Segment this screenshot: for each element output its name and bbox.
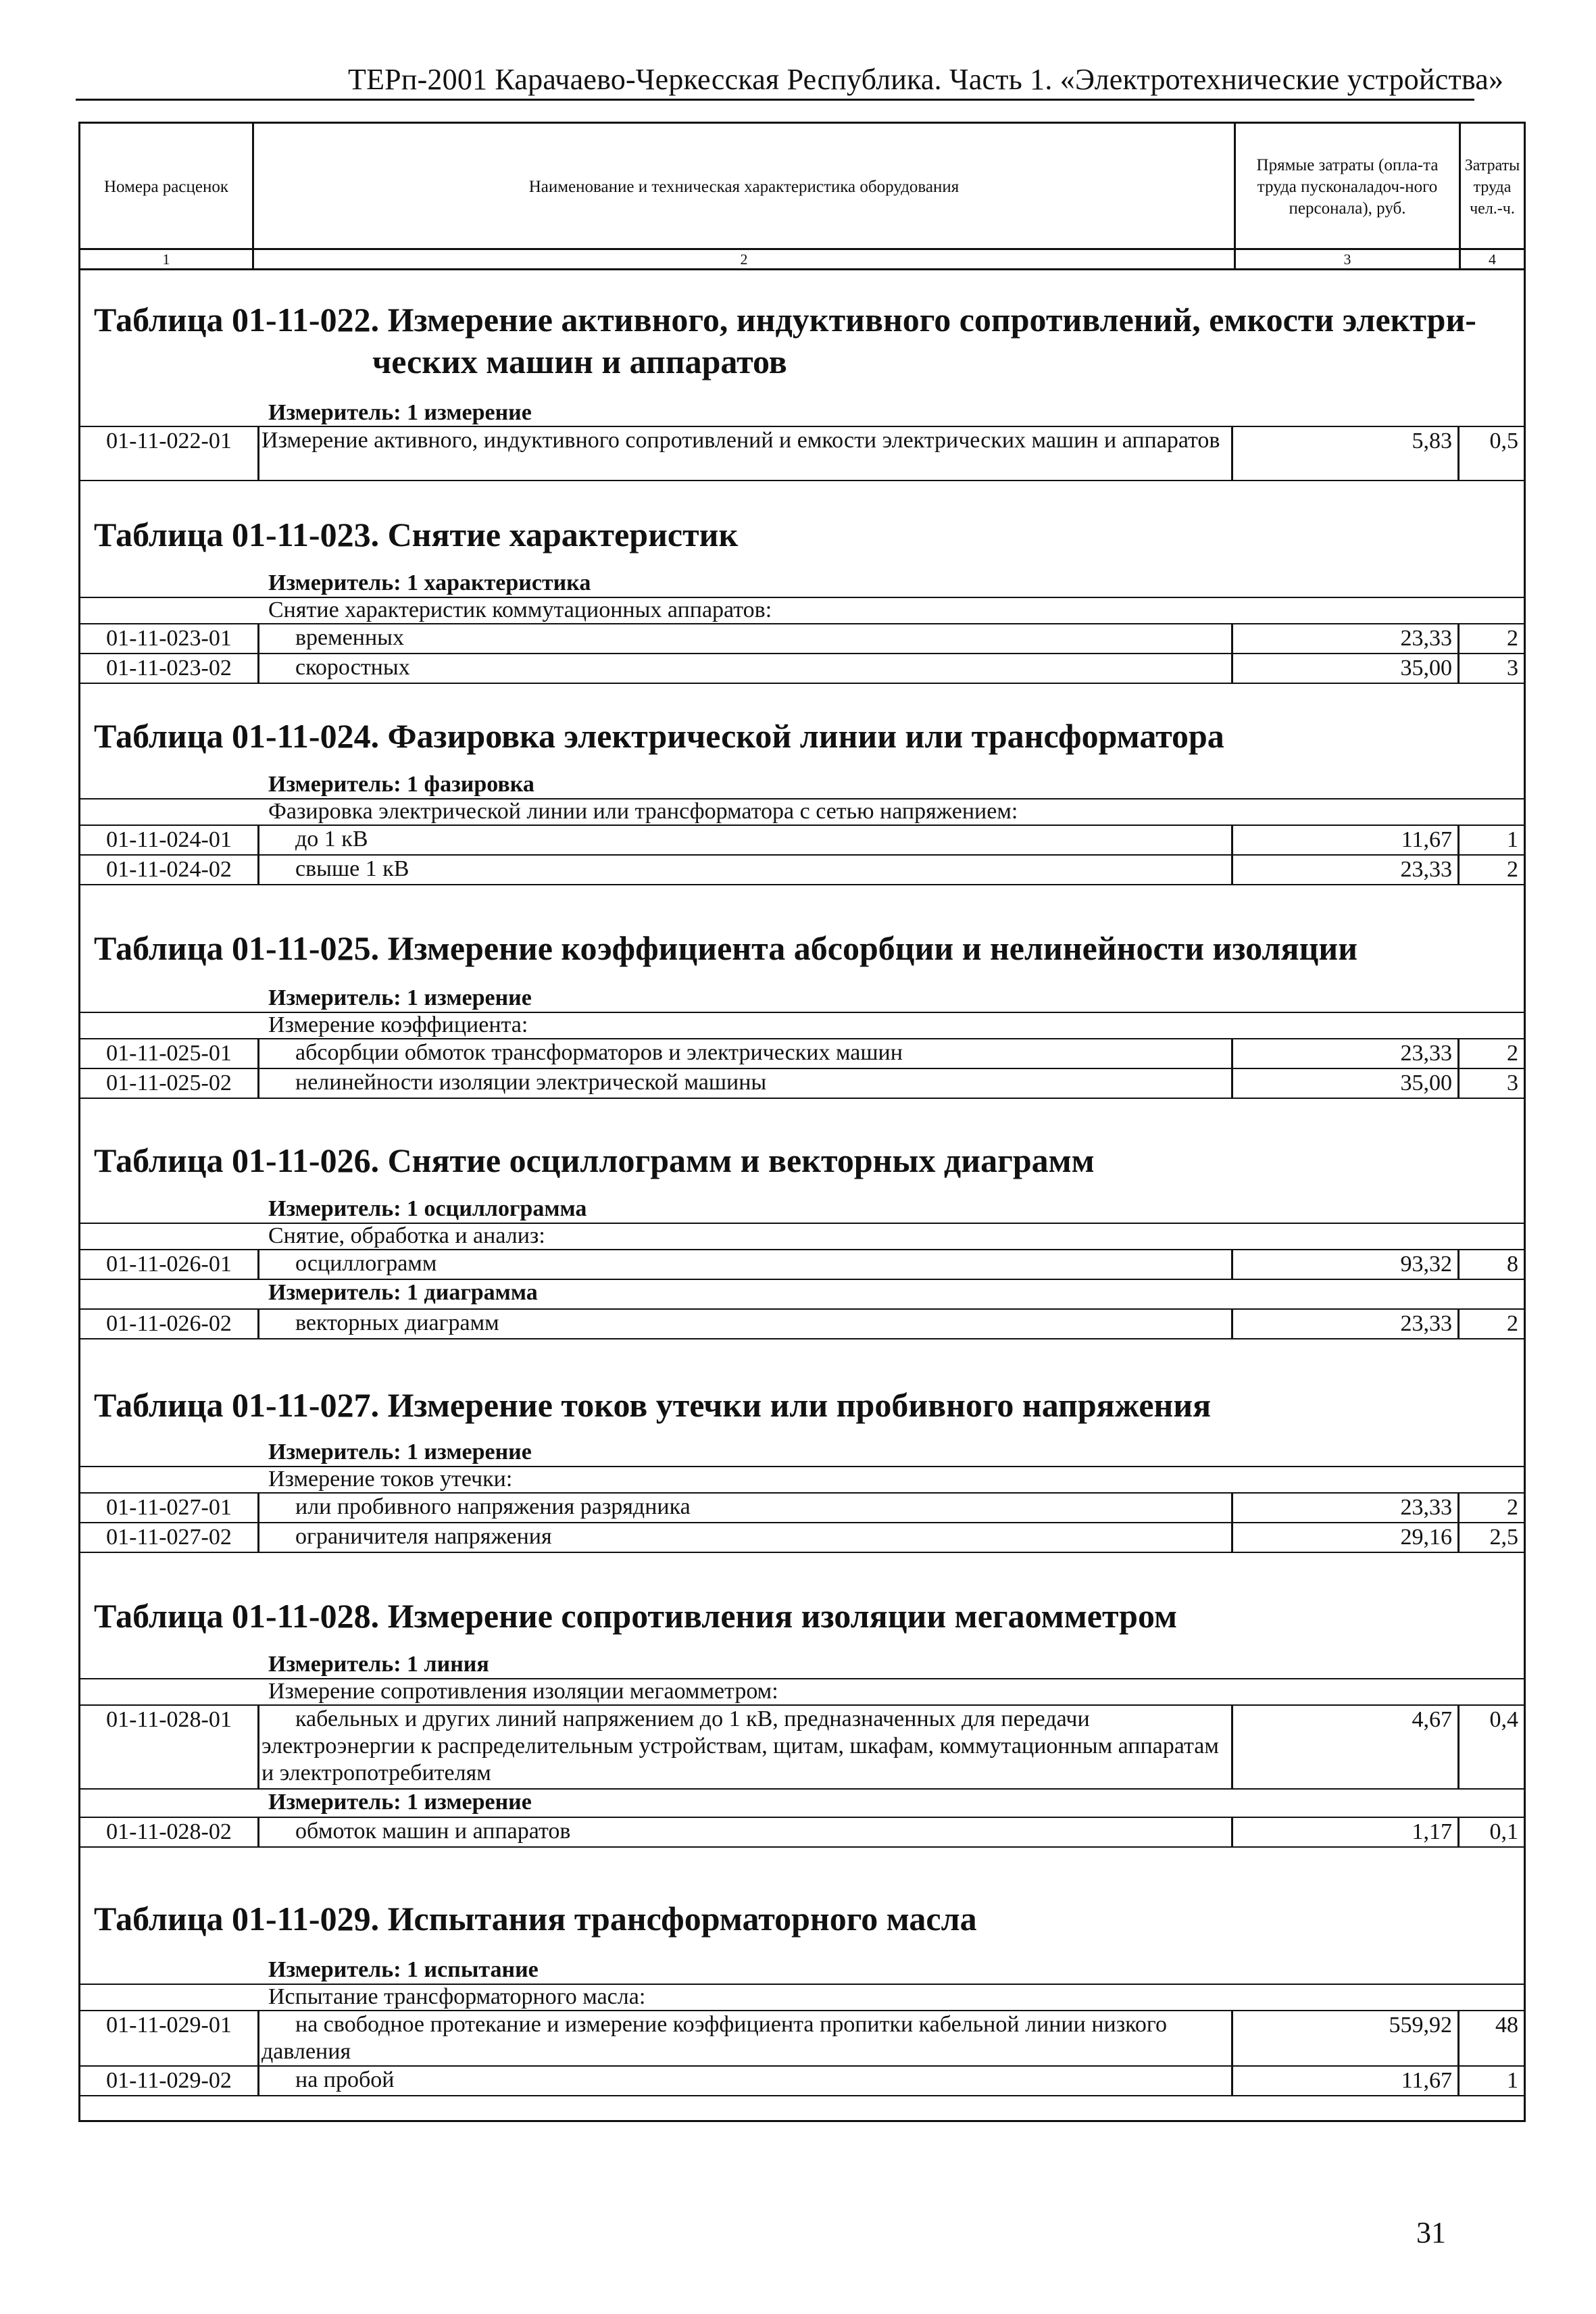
direct-cost: 35,00 <box>1400 656 1452 681</box>
col-header-cost: Прямые затраты (опла-та труда пусконаладоч-ного персонала), руб. <box>1256 155 1439 218</box>
table-row <box>80 1068 1524 1099</box>
labor-cost: 0,5 <box>1489 428 1518 453</box>
rate-description: нелинейности изоляции электрической машины <box>295 1070 767 1095</box>
rate-code: 01-11-025-02 <box>106 1070 232 1096</box>
subsection-label: Снятие, обработка и анализ: <box>268 1223 545 1248</box>
table-row <box>80 1522 1524 1553</box>
table-title-029: Таблица 01-11-029. Испытания трансформаторного масла <box>94 1900 977 1938</box>
divider <box>257 1310 259 1338</box>
table-row <box>80 1492 1524 1523</box>
table-row <box>80 2065 1524 2096</box>
meter-label: Измеритель: 1 осциллограмма <box>268 1196 587 1221</box>
rate-code: 01-11-027-01 <box>106 1495 232 1520</box>
labor-cost: 2 <box>1507 857 1518 882</box>
rate-description: векторных диаграмм <box>295 1310 499 1335</box>
rate-description: кабельных и других линий напряжением до 1 кВ, предназначенных для передачи электроэнергии к распределительным устройствам, щитам, шкафам, коммутационным аппаратам и электропотребителям <box>261 1706 1219 1786</box>
rate-description: осциллограмм <box>295 1251 437 1276</box>
labor-cost: 2 <box>1507 626 1518 651</box>
labor-cost: 2 <box>1507 1041 1518 1066</box>
rate-description: скоростных <box>295 655 410 680</box>
rate-code: 01-11-029-02 <box>106 2068 232 2093</box>
direct-cost: 559,92 <box>1389 2013 1452 2038</box>
rate-code: 01-11-024-02 <box>106 857 232 882</box>
meter-label: Измеритель: 1 характеристика <box>268 570 591 595</box>
rate-code: 01-11-026-02 <box>106 1311 232 1336</box>
page-number: 31 <box>1416 2216 1446 2249</box>
rate-description: на пробой <box>295 2067 395 2092</box>
rate-code: 01-11-027-02 <box>106 1525 232 1550</box>
meter-label: Измеритель: 1 диаграмма <box>268 1280 538 1305</box>
labor-cost: 8 <box>1507 1252 1518 1277</box>
rate-description: или пробивного напряжения разрядника <box>295 1494 691 1519</box>
direct-cost: 4,67 <box>1412 1707 1452 1732</box>
running-title: ТЕРп-2001 Карачаево-Черкесская Республика. Часть 1. «Электротехнические устройства» <box>348 63 1504 96</box>
meter-label: Измеритель: 1 линия <box>268 1652 489 1677</box>
header-rule <box>76 99 1474 101</box>
meter-label: Измеритель: 1 измерение <box>268 400 532 425</box>
divider <box>257 856 259 884</box>
subsection-label: Измерение сопротивления изоляции мегаомметром: <box>268 1679 778 1704</box>
labor-cost: 2,5 <box>1489 1525 1518 1550</box>
divider <box>257 1250 259 1279</box>
labor-cost: 2 <box>1507 1311 1518 1336</box>
divider <box>257 427 259 480</box>
column-header <box>80 122 1524 250</box>
table-title-026: Таблица 01-11-026. Снятие осциллограмм и векторных диаграмм <box>94 1141 1095 1179</box>
table-row <box>80 653 1524 684</box>
direct-cost: 35,00 <box>1400 1070 1452 1096</box>
divider <box>257 1523 259 1552</box>
rate-code: 01-11-023-02 <box>106 656 232 681</box>
col-header-name: Наименование и техническая характеристика оборудования <box>528 177 959 196</box>
table-title-028: Таблица 01-11-028. Измерение сопротивления изоляции мегаомметром <box>94 1597 1178 1635</box>
divider <box>257 624 259 653</box>
direct-cost: 23,33 <box>1400 1311 1452 1336</box>
divider <box>257 1818 259 1846</box>
price-table <box>78 122 1526 2122</box>
divider <box>257 2067 259 2095</box>
table-row <box>80 1308 1524 1339</box>
labor-cost: 1 <box>1507 827 1518 852</box>
direct-cost: 23,33 <box>1400 626 1452 651</box>
subsection-label: Снятие характеристик коммутационных аппаратов: <box>268 597 772 622</box>
rate-code: 01-11-024-01 <box>106 827 232 852</box>
direct-cost: 23,33 <box>1400 1495 1452 1520</box>
subsection-label: Фазировка электрической линии или трансформатора с сетью напряжением: <box>268 799 1018 824</box>
table-title-025: Таблица 01-11-025. Измерение коэффициента абсорбции и нелинейности изоляции <box>94 929 1358 967</box>
rate-description: обмоток машин и аппаратов <box>295 1819 571 1844</box>
col-number-3: 3 <box>1343 251 1351 268</box>
table-title-line: Таблица 01-11-022. Измерение активного, индуктивного сопротивлений, емкости электри- <box>94 301 1476 339</box>
table-row <box>80 824 1524 856</box>
rate-code: 01-11-026-01 <box>106 1252 232 1277</box>
meter-label: Измеритель: 1 испытание <box>268 1957 539 1982</box>
divider <box>257 826 259 854</box>
labor-cost: 2 <box>1507 1495 1518 1520</box>
labor-cost: 0,1 <box>1489 1819 1518 1844</box>
table-row <box>80 1817 1524 1848</box>
divider <box>257 1494 259 1522</box>
direct-cost: 29,16 <box>1400 1525 1452 1550</box>
rate-description: на свободное протекание и измерение коэффициента пропитки кабельной линии низкого давления <box>261 2012 1168 2064</box>
col-header-labor: Затраты труда чел.-ч. <box>1464 156 1520 218</box>
table-title-023: Таблица 01-11-023. Снятие характеристик <box>94 516 739 553</box>
labor-cost: 3 <box>1507 1070 1518 1096</box>
rate-description: временных <box>295 625 404 650</box>
table-row <box>80 1038 1524 1069</box>
table-title-022 <box>94 299 1476 383</box>
rate-description: свыше 1 кВ <box>295 856 409 881</box>
table-row <box>80 426 1524 481</box>
table-row <box>80 2010 1524 2067</box>
column-numbers <box>80 250 1524 270</box>
rate-description: ограничителя напряжения <box>295 1524 552 1549</box>
meter-label: Измеритель: 1 измерение <box>268 1439 532 1464</box>
direct-cost: 11,67 <box>1401 827 1452 852</box>
table-row <box>80 854 1524 885</box>
direct-cost: 23,33 <box>1400 1041 1452 1066</box>
rate-code: 01-11-029-01 <box>106 2013 232 2038</box>
subsection-label: Испытание трансформаторного масла: <box>268 1984 646 2009</box>
divider <box>257 654 259 683</box>
subsection-label: Измерение коэффициента: <box>268 1012 528 1037</box>
rate-description: до 1 кВ <box>295 827 368 852</box>
rate-code: 01-11-025-01 <box>106 1041 232 1066</box>
table-row <box>80 1704 1524 1790</box>
col-header-codes: Номера расценок <box>103 177 229 196</box>
labor-cost: 3 <box>1507 656 1518 681</box>
subsection-label: Измерение токов утечки: <box>268 1467 513 1492</box>
divider <box>257 2011 259 2065</box>
rate-code: 01-11-022-01 <box>106 428 232 453</box>
table-title-line: ческих машин и аппаратов <box>372 343 787 380</box>
col-number-2: 2 <box>740 251 748 268</box>
labor-cost: 1 <box>1507 2068 1518 2093</box>
labor-cost: 0,4 <box>1489 1707 1518 1732</box>
rate-code: 01-11-028-02 <box>106 1819 232 1844</box>
col-number-1: 1 <box>162 251 170 268</box>
table-title-024: Таблица 01-11-024. Фазировка электрической линии или трансформатора <box>94 717 1224 755</box>
direct-cost: 93,32 <box>1400 1252 1452 1277</box>
table-row <box>80 623 1524 654</box>
col-number-4: 4 <box>1489 251 1496 268</box>
table-row <box>80 1249 1524 1280</box>
direct-cost: 1,17 <box>1412 1819 1452 1844</box>
direct-cost: 5,83 <box>1412 428 1452 453</box>
direct-cost: 11,67 <box>1401 2068 1452 2093</box>
rate-code: 01-11-028-01 <box>106 1707 232 1732</box>
rate-description: Измерение активного, индуктивного сопротивлений и емкости электрических машин и аппаратов <box>261 428 1220 453</box>
divider <box>257 1069 259 1098</box>
meter-label: Измеритель: 1 измерение <box>268 985 532 1010</box>
divider <box>257 1706 259 1788</box>
meter-label: Измеритель: 1 измерение <box>268 1790 532 1815</box>
rate-description: абсорбции обмоток трансформаторов и электрических машин <box>295 1040 903 1065</box>
meter-label: Измеритель: 1 фазировка <box>268 772 534 797</box>
divider <box>257 1039 259 1068</box>
direct-cost: 23,33 <box>1400 857 1452 882</box>
rate-code: 01-11-023-01 <box>106 626 232 651</box>
table-title-027: Таблица 01-11-027. Измерение токов утечки или пробивного напряжения <box>94 1386 1212 1424</box>
labor-cost: 48 <box>1495 2013 1518 2038</box>
